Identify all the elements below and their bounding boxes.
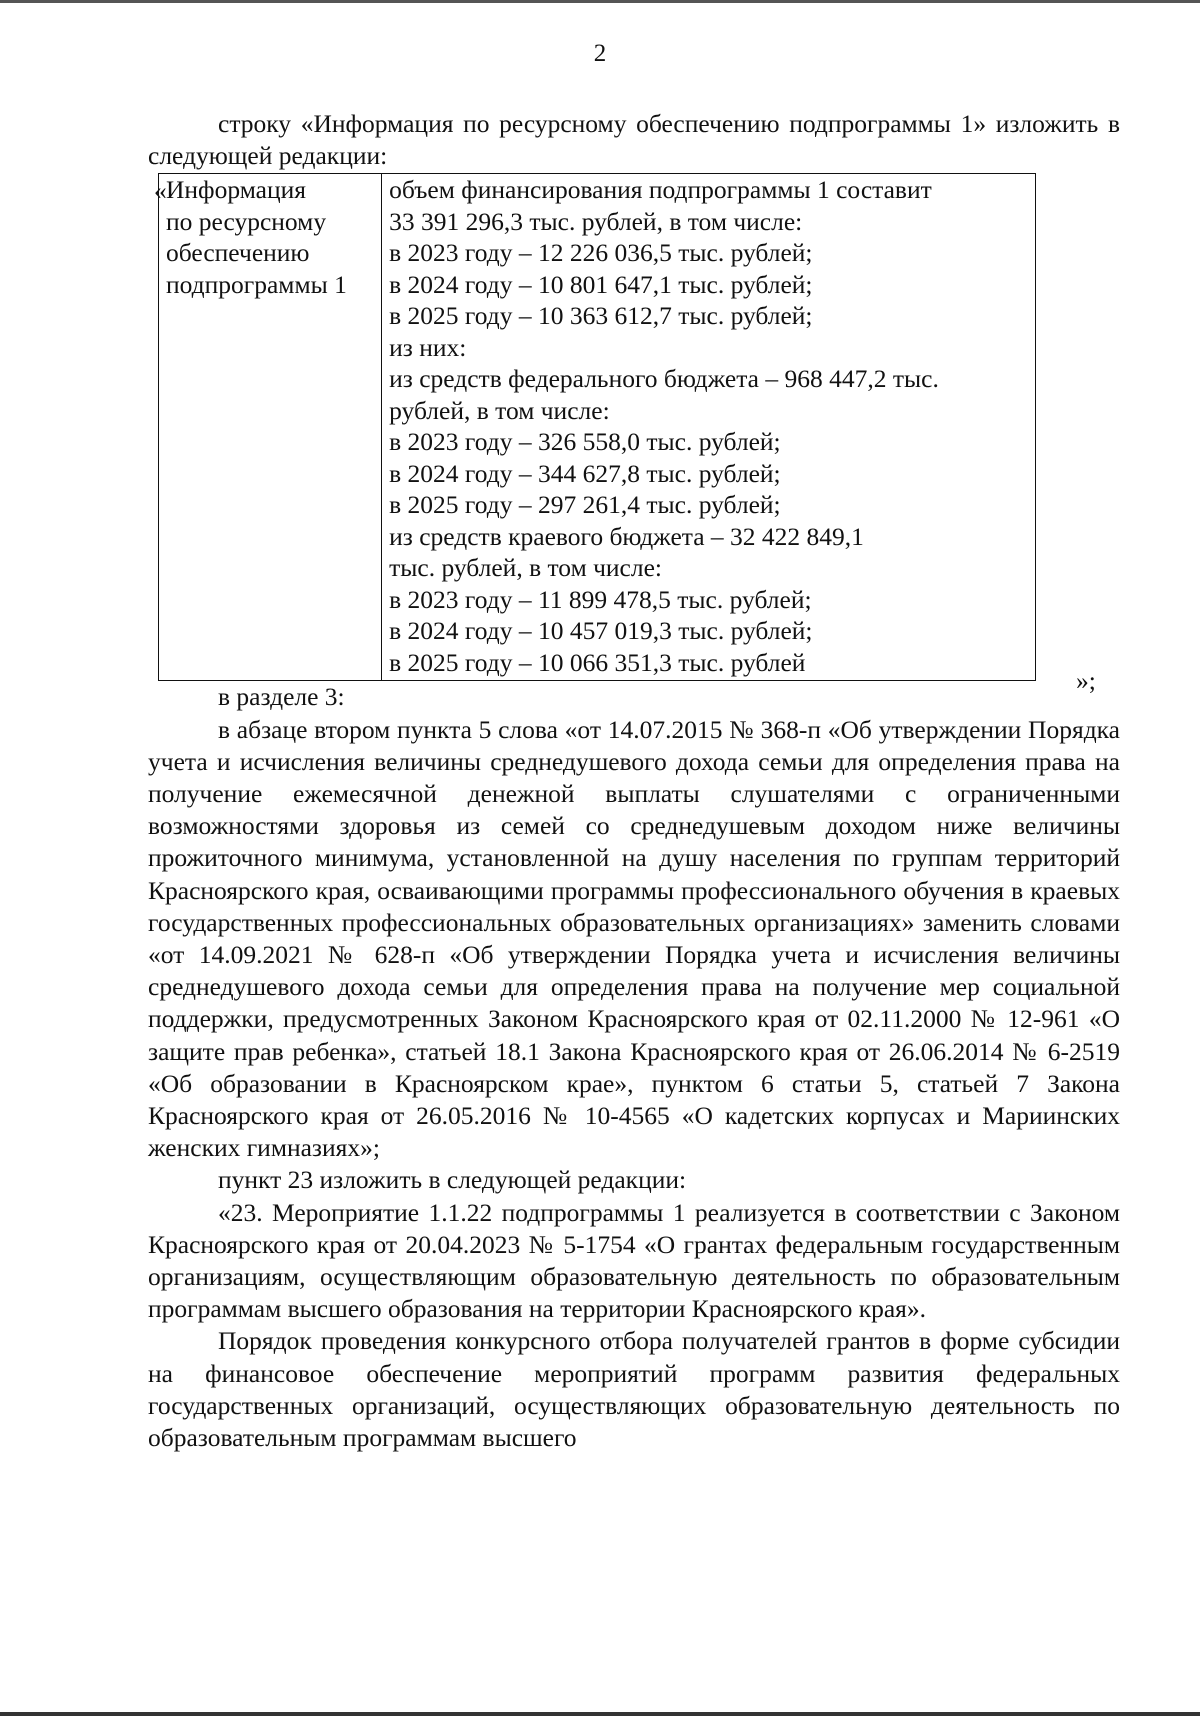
document-body (148, 108, 1120, 1454)
resource-table-block (154, 173, 1120, 696)
body-paragraph: «23. Мероприятие 1.1.22 подпрограммы 1 реализуется в соответствии с Законом Красноярского края от 20.04.2023 № 5-1754 «О грантах федеральным государственным организациям, осуществляющим образовательную деятельность по образовательным программам высшего образования на территории Красноярского края». (148, 1197, 1120, 1324)
value-line: в 2023 году – 11 899 478,5 тыс. рублей; (389, 584, 812, 614)
value-line: объем финансирования подпрограммы 1 составит (389, 175, 932, 205)
body-paragraph: Порядок проведения конкурсного отбора получателей грантов в форме субсидии на финансовое обеспечение мероприятий программ развития федеральных государственных организаций, осуществляющих образовательную деятельность по образовательным программам высшего (148, 1326, 1120, 1453)
label-line: подпрограммы 1 (166, 269, 347, 299)
value-line: из них: (389, 332, 467, 362)
value-line: из средств краевого бюджета – 32 422 849,1 (389, 521, 864, 551)
label-line: Информация (166, 175, 307, 205)
value-line: в 2024 году – 10 457 019,3 тыс. рублей; (389, 616, 813, 646)
resource-table (158, 173, 1036, 681)
value-line: рублей, в том числе: (389, 395, 610, 425)
scan-edge-top (0, 0, 1200, 3)
value-line: в 2025 году – 297 261,4 тыс. рублей; (389, 490, 781, 520)
value-line: в 2025 году – 10 066 351,3 тыс. рублей (389, 647, 806, 677)
label-line: по ресурсному (166, 206, 327, 236)
value-line: тыс. рублей, в том числе: (389, 553, 662, 583)
value-line: 33 391 296,3 тыс. рублей, в том числе: (389, 206, 803, 236)
intro-paragraph: строку «Информация по ресурсному обеспечению подпрограммы 1» изложить в следующей редакции: (148, 109, 1120, 171)
body-paragraph: пункт 23 изложить в следующей редакции: (218, 1165, 687, 1195)
table-label-cell (159, 174, 382, 681)
page-number: 2 (593, 40, 607, 67)
scan-edge-bottom (0, 1712, 1200, 1716)
value-line: в 2024 году – 344 627,8 тыс. рублей; (389, 458, 781, 488)
value-line: в 2025 году – 10 363 612,7 тыс. рублей; (389, 301, 813, 331)
value-line: в 2024 году – 10 801 647,1 тыс. рублей; (389, 269, 813, 299)
table-quote-close: »; (1076, 666, 1096, 696)
value-line: в 2023 году – 12 226 036,5 тыс. рублей; (389, 238, 813, 268)
value-line: в 2023 году – 326 558,0 тыс. рублей; (389, 427, 781, 457)
value-line: из средств федерального бюджета – 968 447,2 тыс. (389, 364, 939, 394)
table-row (159, 174, 1036, 681)
label-line: обеспечению (166, 238, 310, 268)
section-heading-paragraph: в разделе 3: (218, 682, 345, 712)
body-paragraph: в абзаце втором пункта 5 слова «от 14.07.2015 № 368-п «Об утверждении Порядка учета и исчисления величины среднедушевого дохода семьи для определения права на получение ежемесячной денежной выплаты слушателями с ограниченными возможностями здоровья из семей со среднедушевым доходом ниже величины прожиточного минимума, установленной на душу населения по группам территорий Красноярского края, осваивающими программы профессионального обучения в краевых государственных профессиональных образовательных организациях» заменить словами «от 14.09.2021 № 628-п «Об утверждении Порядка учета и исчисления величины среднедушевого дохода семьи для определения права на получение мер социальной поддержки, предусмотренных Законом Красноярского края от 02.11.2000 № 12-961 «О защите прав ребенка», статьей 18.1 Закона Красноярского края от 26.06.2014 № 6-2519 «Об образовании в Красноярском крае», пунктом 6 статьи 5, статьей 7 Закона Красноярского края от 26.05.2016 № 10-4565 «О кадетских корпусах и Мариинских женских гимназиях»; (148, 714, 1120, 1163)
table-quote-open: « (154, 176, 167, 206)
table-value-cell (382, 174, 1036, 681)
